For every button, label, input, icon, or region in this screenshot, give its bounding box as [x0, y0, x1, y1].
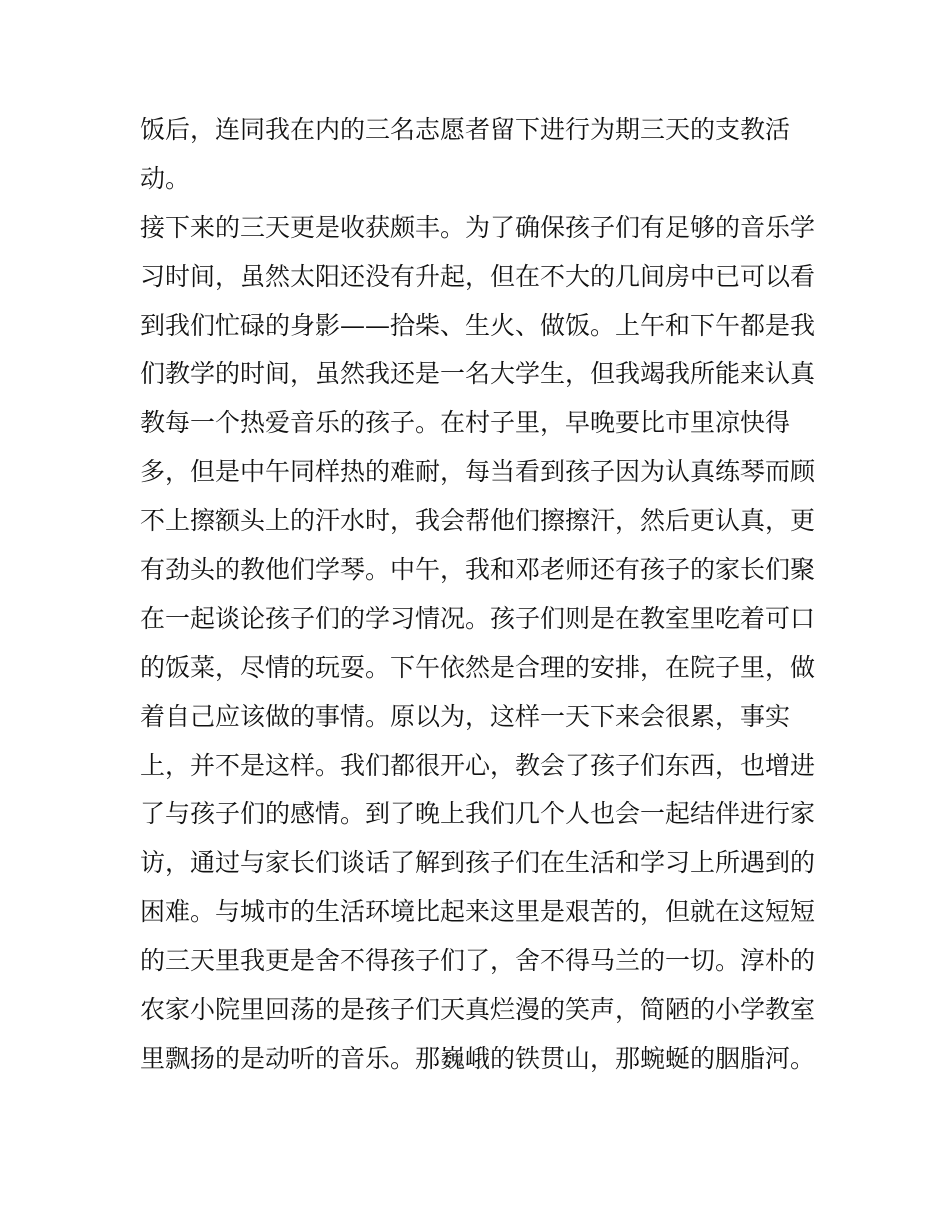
text-line: 动。 [140, 163, 191, 193]
body-text [140, 106, 820, 1084]
text-line: 农家小院里回荡的是孩子们天真烂漫的笑声，简陋的小学教室 [140, 995, 816, 1025]
text-line: 不上擦额头上的汗水时，我会帮他们擦擦汗，然后更认真，更 [140, 506, 816, 536]
text-line: 习时间，虽然太阳还没有升起，但在不大的几间房中已可以看 [140, 261, 816, 291]
text-line: 的饭菜，尽情的玩耍。下午依然是合理的安排，在院子里，做 [140, 652, 816, 682]
text-line: 多，但是中午同样热的难耐，每当看到孩子因为认真练琴而顾 [140, 457, 816, 487]
text-line: 在一起谈论孩子们的学习情况。孩子们则是在教室里吃着可口 [140, 603, 816, 633]
text-line: 们教学的时间，虽然我还是一名大学生，但我竭我所能来认真 [140, 359, 816, 389]
text-line: 教每一个热爱音乐的孩子。在村子里，早晚要比市里凉快得 [140, 408, 791, 438]
text-line: 接下来的三天更是收获颇丰。为了确保孩子们有足够的音乐学 [140, 212, 816, 242]
text-line: 着自己应该做的事情。原以为，这样一天下来会很累，事实 [140, 701, 791, 731]
text-line: 有劲头的教他们学琴。中午，我和邓老师还有孩子的家长们聚 [140, 555, 816, 585]
text-line: 困难。与城市的生活环境比起来这里是艰苦的，但就在这短短 [140, 897, 816, 927]
text-line: 到我们忙碌的身影——拾柴、生火、做饭。上午和下午都是我 [140, 310, 816, 340]
text-line: 饭后，连同我在内的三名志愿者留下进行为期三天的支教活 [140, 115, 791, 144]
text-line: 上，并不是这样。我们都很开心，教会了孩子们东西，也增进 [140, 750, 816, 780]
text-line: 访，通过与家长们谈话了解到孩子们在生活和学习上所遇到的 [140, 848, 816, 878]
text-line: 里飘扬的是动听的音乐。那巍峨的铁贯山，那蜿蜒的胭脂河。 [140, 1043, 816, 1073]
text-line: 了与孩子们的感情。到了晚上我们几个人也会一起结伴进行家 [140, 799, 816, 829]
text-line: 的三天里我更是舍不得孩子们了，舍不得马兰的一切。淳朴的 [140, 946, 816, 976]
